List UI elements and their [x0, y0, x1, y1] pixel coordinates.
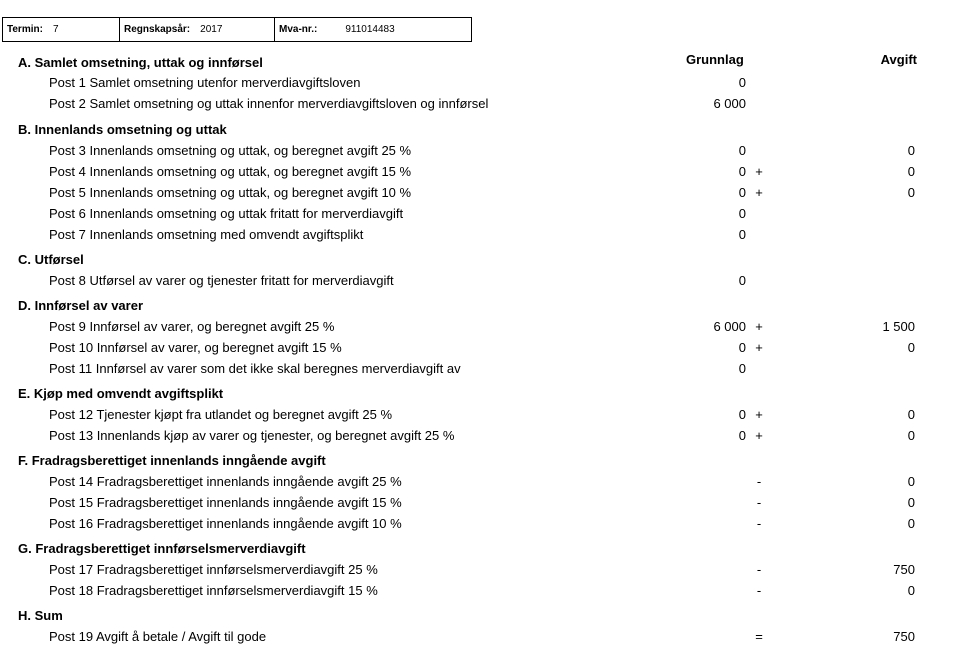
section-title: G. Fradragsberettiget innførselsmerverdiavgift [18, 541, 306, 556]
post-row [0, 273, 958, 293]
grunnlag-value: 0 [738, 143, 746, 158]
termin-cell [3, 18, 119, 41]
operator-sign: - [756, 516, 762, 531]
post-label: Post 19 Avgift å betale / Avgift til gode [49, 629, 267, 644]
section-title: F. Fradragsberettiget innenlands inngående avgift [18, 453, 326, 468]
year-cell [119, 18, 274, 41]
mva-value: 911014483 [345, 24, 395, 35]
post-label: Post 17 Fradragsberettiget innførselsmerverdiavgift 25 % [49, 562, 378, 577]
section-heading [0, 55, 958, 75]
grunnlag-value: 6 000 [713, 96, 746, 111]
section-title: D. Innførsel av varer [18, 298, 143, 313]
post-label: Post 1 Samlet omsetning utenfor merverdiavgiftsloven [49, 75, 361, 90]
grunnlag-value: 0 [738, 185, 746, 200]
post-label: Post 8 Utførsel av varer og tjenester fritatt for merverdiavgift [49, 273, 394, 288]
grunnlag-value: 6 000 [713, 319, 746, 334]
avgift-value: 0 [907, 474, 915, 489]
section-heading [0, 252, 958, 272]
post-label: Post 16 Fradragsberettiget innenlands inngående avgift 10 % [49, 516, 402, 531]
post-label: Post 11 Innførsel av varer som det ikke skal beregnes merverdiavgift av [49, 361, 461, 376]
grunnlag-value: 0 [738, 428, 746, 443]
section-title: C. Utførsel [18, 252, 84, 267]
operator-sign: + [755, 407, 763, 422]
post-row [0, 340, 958, 360]
grunnlag-value: 0 [738, 206, 746, 221]
mva-cell [274, 18, 471, 41]
post-label: Post 3 Innenlands omsetning og uttak, og beregnet avgift 25 % [49, 143, 412, 158]
mva-label: Mva-nr.: [279, 24, 318, 35]
year-label: Regnskapsår: [124, 24, 191, 35]
post-row [0, 96, 958, 116]
post-row [0, 185, 958, 205]
section-heading [0, 298, 958, 318]
post-label: Post 13 Innenlands kjøp av varer og tjenester, og beregnet avgift 25 % [49, 428, 455, 443]
termin-value: 7 [52, 24, 59, 35]
post-label: Post 14 Fradragsberettiget innenlands inngående avgift 25 % [49, 474, 402, 489]
operator-sign: + [755, 164, 763, 179]
post-row [0, 361, 958, 381]
section-heading [0, 386, 958, 406]
grunnlag-value: 0 [738, 227, 746, 242]
operator-sign: - [756, 583, 762, 598]
avgift-value: 0 [907, 185, 915, 200]
avgift-value: 750 [893, 562, 915, 577]
post-label: Post 12 Tjenester kjøpt fra utlandet og beregnet avgift 25 % [49, 407, 393, 422]
operator-sign: - [756, 495, 762, 510]
header-box [2, 17, 472, 42]
post-row [0, 75, 958, 95]
post-row [0, 319, 958, 339]
post-row [0, 474, 958, 494]
termin-label: Termin: [7, 24, 43, 35]
section-heading [0, 453, 958, 473]
grunnlag-value: 0 [738, 361, 746, 376]
post-row [0, 428, 958, 448]
operator-sign: - [756, 562, 762, 577]
post-row [0, 562, 958, 582]
section-title: E. Kjøp med omvendt avgiftsplikt [18, 386, 224, 401]
avgift-value: 0 [907, 340, 915, 355]
operator-sign: = [755, 629, 763, 644]
operator-sign: + [755, 340, 763, 355]
avgift-value: 750 [893, 629, 915, 644]
avgift-value: 0 [907, 583, 915, 598]
post-row [0, 143, 958, 163]
operator-sign: - [756, 474, 762, 489]
operator-sign: + [755, 319, 763, 334]
section-title: H. Sum [18, 608, 63, 623]
grunnlag-value: 0 [738, 273, 746, 288]
grunnlag-value: 0 [738, 340, 746, 355]
section-title: B. Innenlands omsetning og uttak [18, 122, 227, 137]
year-value: 2017 [200, 24, 223, 35]
post-label: Post 5 Innenlands omsetning og uttak, og beregnet avgift 10 % [49, 185, 412, 200]
avgift-value: 0 [907, 516, 915, 531]
avgift-column-header: Avgift [880, 52, 917, 67]
post-row [0, 407, 958, 427]
post-label: Post 4 Innenlands omsetning og uttak, og beregnet avgift 15 % [49, 164, 412, 179]
grunnlag-value: 0 [738, 164, 746, 179]
avgift-value: 0 [907, 164, 915, 179]
section-heading [0, 122, 958, 142]
post-row [0, 206, 958, 226]
post-row [0, 227, 958, 247]
operator-sign: + [755, 185, 763, 200]
post-label: Post 7 Innenlands omsetning med omvendt avgiftsplikt [49, 227, 364, 242]
grunnlag-column-header: Grunnlag [686, 52, 744, 67]
post-row [0, 629, 958, 649]
post-label: Post 15 Fradragsberettiget innenlands inngående avgift 15 % [49, 495, 402, 510]
post-label: Post 6 Innenlands omsetning og uttak fritatt for merverdiavgift [49, 206, 404, 221]
post-row [0, 583, 958, 603]
grunnlag-value: 0 [738, 407, 746, 422]
post-label: Post 2 Samlet omsetning og uttak innenfor merverdiavgiftsloven og innførsel [49, 96, 489, 111]
avgift-value: 0 [907, 428, 915, 443]
grunnlag-value: 0 [738, 75, 746, 90]
operator-sign: + [755, 428, 763, 443]
section-heading [0, 608, 958, 628]
post-label: Post 10 Innførsel av varer, og beregnet avgift 15 % [49, 340, 342, 355]
avgift-value: 0 [907, 143, 915, 158]
post-row [0, 495, 958, 515]
section-heading [0, 541, 958, 561]
avgift-value: 0 [907, 407, 915, 422]
post-label: Post 18 Fradragsberettiget innførselsmerverdiavgift 15 % [49, 583, 378, 598]
section-title: A. Samlet omsetning, uttak og innførsel [18, 55, 263, 70]
avgift-value: 1 500 [882, 319, 915, 334]
post-row [0, 164, 958, 184]
post-label: Post 9 Innførsel av varer, og beregnet avgift 25 % [49, 319, 335, 334]
post-row [0, 516, 958, 536]
avgift-value: 0 [907, 495, 915, 510]
